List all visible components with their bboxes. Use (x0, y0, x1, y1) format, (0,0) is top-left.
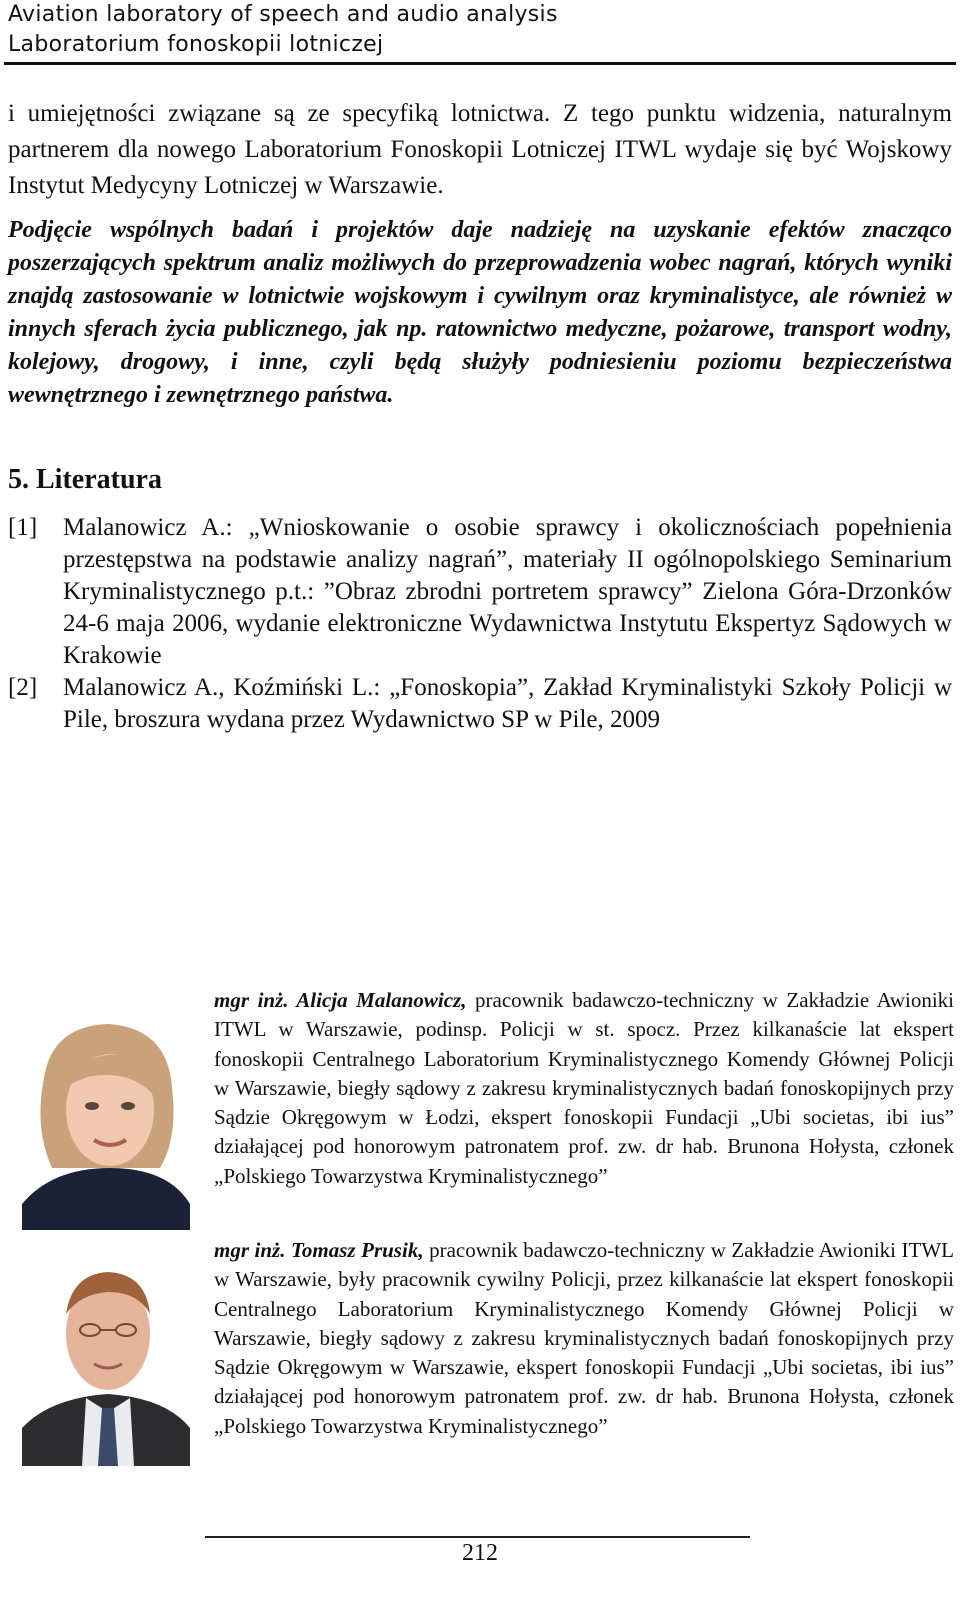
header-title-english: Aviation laboratory of speech and audio analysis (8, 2, 558, 27)
author-name: mgr inż. Alicja Malanowicz, (214, 988, 467, 1012)
reference-item (8, 672, 952, 736)
reference-number: [2] (8, 674, 38, 701)
section-heading-literatura: 5. Literatura (8, 464, 162, 495)
author-photo-malanowicz (22, 1018, 190, 1230)
author-description: pracownik badawczo-techniczny w Zakładzie Awioniki ITWL w Warszawie, podinsp. Policji w st. spocz. Przez kilkanaście lat ekspert fonoskopii Centralnego Laboratorium Kryminalistycznego Komendy Głównej Policji w Warszawie, biegły sądowy z zakresu kryminalistycznych badań fonoskopijnych przy Sądzie Okręgowym w Łodzi, ekspert fonoskopii Fundacji „Ubi societas, ibi ius” działającej pod honorowym patronatem prof. zw. dr hab. Brunona Hołysta, członek „Polskiego Towarzystwa Kryminalistycznego” (214, 988, 954, 1188)
running-header (8, 0, 952, 60)
page-number: 212 (462, 1540, 498, 1566)
reference-text: Malanowicz A.: „Wnioskowanie o osobie sprawcy i okolicznościach popełnienia przestępstwa na podstawie analizy nagrań”, materiały II ogólnopolskiego Seminarium Kryminalistycznego p.t.: ”Obraz zbrodni portretem sprawcy” Zielona Góra-Drzonków 24-6 maja 2006, wydanie elektroniczne Wydawnictwa Instytutu Ekspertyz Sądowych w Krakowie (63, 514, 952, 669)
author-photo-prusik (22, 1252, 190, 1466)
body-paragraph-2: Podjęcie wspólnych badań i projektów daje nadzieję na uzyskanie efektów znacząco poszerzających spektrum analiz możliwych do przeprowadzenia wobec nagrań, których wyniki znajdą zastosowanie w lotnictwie wojskowym i cywilnym oraz kryminalistyce, ale również w innych sferach życia publicznego, jak np. ratownictwo medyczne, pożarowe, transport wodny, kolejowy, drogowy, i inne, czyli będą służyły podniesieniu poziomu bezpieczeństwa wewnętrznego i zewnętrznego państwa. (8, 217, 952, 408)
author-bio-prusik (214, 1236, 954, 1441)
reference-item (8, 512, 952, 672)
body-paragraph-1: i umiejętności związane są ze specyfiką lotnictwa. Z tego punktu widzenia, naturalnym partnerem dla nowego Laboratorium Fonoskopii Lotniczej ITWL wydaje się być Wojskowy Instytut Medycyny Lotniczej w Warszawie. (8, 100, 952, 199)
reference-list (8, 512, 952, 736)
header-divider (4, 62, 956, 65)
author-bio-malanowicz (214, 986, 954, 1191)
header-title-polish: Laboratorium fonoskopii lotniczej (8, 32, 384, 57)
footer-divider (205, 1536, 750, 1538)
reference-text: Malanowicz A., Koźmiński L.: „Fonoskopia”, Zakład Kryminalistyki Szkoły Policji w Pile, broszura wydana przez Wydawnictwo SP w Pile, 2009 (63, 674, 952, 733)
author-name: mgr inż. Tomasz Prusik, (214, 1238, 424, 1262)
portrait-man-image (22, 1252, 190, 1466)
reference-number: [1] (8, 514, 38, 541)
author-description: pracownik badawczo-techniczny w Zakładzie Awioniki ITWL w Warszawie, były pracownik cywilny Policji, przez kilkanaście lat ekspert fonoskopii Centralnego Laboratorium Kryminalistycznego Komendy Głównej Policji w Warszawie, biegły sądowy z zakresu kryminalistycznych badań fonoskopijnych przy Sądzie Okręgowym w Warszawie, ekspert fonoskopii Fundacji „Ubi societas, ibi ius” działającej pod honorowym patronatem prof. zw. dr hab. Brunona Hołysta, członek „Polskiego Towarzystwa Kryminalistycznego” (214, 1238, 954, 1438)
portrait-woman-image (22, 1018, 190, 1230)
